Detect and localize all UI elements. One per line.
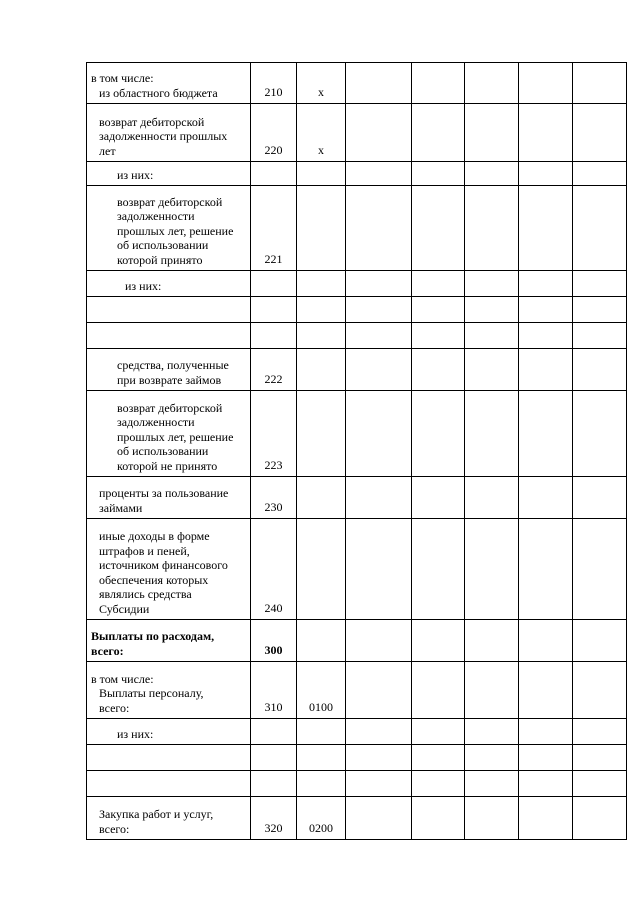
row-classification-cell [297, 719, 346, 745]
row-classification-cell: х [297, 104, 346, 162]
amount-cell [346, 745, 412, 771]
row-classification-cell: х [297, 63, 346, 104]
table-row [87, 745, 627, 771]
amount-cell [519, 391, 573, 477]
table-row [87, 719, 627, 745]
row-classification-cell: 0100 [297, 662, 346, 719]
amount-cell [573, 391, 627, 477]
row-label-cell [87, 349, 251, 391]
amount-cell [519, 349, 573, 391]
row-classification-cell [297, 349, 346, 391]
row-label-line: Закупка работ и услуг, [99, 807, 214, 821]
amount-cell [519, 477, 573, 519]
table-row [87, 771, 627, 797]
amount-cell [346, 297, 412, 323]
amount-cell [465, 297, 519, 323]
amount-cell [412, 719, 465, 745]
amount-cell [412, 620, 465, 662]
amount-cell [412, 391, 465, 477]
row-label-line: из них: [117, 726, 154, 741]
row-code-cell: 222 [251, 349, 297, 391]
table-row [87, 104, 627, 162]
amount-cell [573, 186, 627, 271]
amount-cell [465, 104, 519, 162]
row-label-line: Выплаты персоналу, [99, 686, 204, 700]
amount-cell [346, 477, 412, 519]
row-code-cell [251, 297, 297, 323]
row-code-cell: 220 [251, 104, 297, 162]
amount-cell [465, 662, 519, 719]
row-classification-cell [297, 271, 346, 297]
row-label-line: займами [99, 500, 143, 515]
amount-cell [346, 797, 412, 840]
row-label-line: возврат дебиторской [117, 194, 223, 209]
row-label-cell [87, 771, 251, 797]
amount-cell [412, 771, 465, 797]
row-label-line: средства, полученные [117, 358, 229, 372]
amount-cell [412, 186, 465, 271]
amount-cell [519, 323, 573, 349]
amount-cell [346, 271, 412, 297]
amount-cell [412, 745, 465, 771]
amount-cell [465, 719, 519, 745]
amount-cell [465, 745, 519, 771]
amount-cell [412, 162, 465, 186]
table-row [87, 620, 627, 662]
amount-cell [519, 797, 573, 840]
amount-cell [573, 63, 627, 104]
amount-cell [412, 797, 465, 840]
row-label-line: из них: [125, 278, 162, 293]
row-label-line: об использовании [117, 238, 209, 252]
amount-cell [412, 519, 465, 620]
row-code-cell: 223 [251, 391, 297, 477]
amount-cell [346, 391, 412, 477]
row-label-cell [87, 162, 251, 186]
row-label-line: задолженности [117, 209, 195, 223]
row-label-cell [87, 745, 251, 771]
amount-cell [573, 104, 627, 162]
amount-cell [346, 162, 412, 186]
table-row [87, 662, 627, 719]
row-label-line: Выплаты по расходам, [91, 629, 215, 643]
amount-cell [519, 63, 573, 104]
amount-cell [573, 620, 627, 662]
row-code-cell [251, 323, 297, 349]
table-row [87, 271, 627, 297]
amount-cell [346, 186, 412, 271]
row-code-cell [251, 745, 297, 771]
amount-cell [519, 745, 573, 771]
amount-cell [519, 519, 573, 620]
row-classification-cell [297, 620, 346, 662]
row-classification-cell [297, 162, 346, 186]
row-label-cell [87, 662, 251, 719]
amount-cell [465, 323, 519, 349]
row-code-cell: 230 [251, 477, 297, 519]
row-label-line: источником финансового [99, 558, 228, 572]
amount-cell [573, 719, 627, 745]
amount-cell [573, 349, 627, 391]
amount-cell [346, 771, 412, 797]
row-label-line: прошлых лет, решение [117, 223, 234, 238]
amount-cell [573, 797, 627, 840]
amount-cell [412, 349, 465, 391]
row-code-cell [251, 719, 297, 745]
row-label-cell [87, 63, 251, 104]
amount-cell [465, 620, 519, 662]
row-classification-cell [297, 519, 346, 620]
row-classification-cell [297, 477, 346, 519]
table-row [87, 297, 627, 323]
amount-cell [346, 104, 412, 162]
budget-table [86, 62, 627, 840]
row-label-cell [87, 477, 251, 519]
row-label-cell [87, 519, 251, 620]
row-code-cell: 221 [251, 186, 297, 271]
row-label-cell [87, 719, 251, 745]
amount-cell [519, 297, 573, 323]
row-code-cell [251, 162, 297, 186]
amount-cell [573, 745, 627, 771]
amount-cell [573, 162, 627, 186]
amount-cell [519, 662, 573, 719]
table-row [87, 391, 627, 477]
amount-cell [519, 620, 573, 662]
amount-cell [412, 104, 465, 162]
row-label-line: иные доходы в форме [99, 529, 210, 543]
row-label-cell [87, 104, 251, 162]
amount-cell [465, 391, 519, 477]
row-label-cell [87, 797, 251, 840]
amount-cell [346, 349, 412, 391]
row-code-cell [251, 771, 297, 797]
row-label-line: всего: [99, 821, 130, 836]
amount-cell [465, 162, 519, 186]
row-label-line: Субсидии [99, 601, 150, 616]
row-label-line: из областного бюджета [99, 85, 218, 100]
amount-cell [412, 271, 465, 297]
row-label-line: являлись средства [99, 587, 192, 601]
amount-cell [519, 719, 573, 745]
amount-cell [465, 271, 519, 297]
amount-cell [346, 662, 412, 719]
row-classification-cell: 0200 [297, 797, 346, 840]
amount-cell [346, 519, 412, 620]
row-label-line: всего: [91, 643, 124, 658]
row-classification-cell [297, 771, 346, 797]
amount-cell [346, 323, 412, 349]
row-label-line: в том числе: [91, 71, 154, 85]
amount-cell [573, 662, 627, 719]
amount-cell [519, 271, 573, 297]
row-label-line: которой принято [117, 252, 203, 267]
row-code-cell: 210 [251, 63, 297, 104]
table-row [87, 797, 627, 840]
row-label-line: лет [99, 143, 116, 158]
row-code-cell [251, 271, 297, 297]
amount-cell [519, 104, 573, 162]
table-row [87, 323, 627, 349]
row-label-line: из них: [117, 167, 154, 182]
amount-cell [465, 477, 519, 519]
table-row [87, 162, 627, 186]
row-label-line: которой не принято [117, 458, 218, 473]
amount-cell [465, 797, 519, 840]
amount-cell [412, 63, 465, 104]
row-label-line: при возврате займов [117, 372, 222, 387]
row-classification-cell [297, 391, 346, 477]
table-row [87, 477, 627, 519]
amount-cell [573, 477, 627, 519]
row-classification-cell [297, 186, 346, 271]
row-label-cell [87, 271, 251, 297]
amount-cell [346, 63, 412, 104]
table-row [87, 519, 627, 620]
row-label-line: возврат дебиторской [99, 114, 205, 129]
row-label-line: задолженности прошлых [99, 129, 228, 143]
amount-cell [465, 519, 519, 620]
amount-cell [346, 620, 412, 662]
row-label-line: проценты за пользование [99, 486, 229, 500]
row-label-cell [87, 186, 251, 271]
row-label-line: штрафов и пеней, [99, 543, 190, 558]
row-code-cell: 300 [251, 620, 297, 662]
row-classification-cell [297, 323, 346, 349]
amount-cell [412, 297, 465, 323]
row-label-line: прошлых лет, решение [117, 429, 234, 444]
amount-cell [573, 323, 627, 349]
row-label-cell [87, 620, 251, 662]
row-label-line: об использовании [117, 444, 209, 458]
row-label-cell [87, 323, 251, 349]
amount-cell [346, 719, 412, 745]
row-label-line: обеспечения которых [99, 572, 209, 587]
table-row [87, 186, 627, 271]
table-row [87, 349, 627, 391]
row-label-line: в том числе: [91, 671, 154, 686]
amount-cell [573, 271, 627, 297]
amount-cell [412, 662, 465, 719]
row-code-cell: 310 [251, 662, 297, 719]
row-label-cell [87, 391, 251, 477]
amount-cell [465, 186, 519, 271]
amount-cell [412, 323, 465, 349]
amount-cell [412, 477, 465, 519]
amount-cell [573, 771, 627, 797]
amount-cell [519, 771, 573, 797]
row-label-line: всего: [99, 700, 130, 715]
amount-cell [519, 186, 573, 271]
row-label-line: задолженности [117, 415, 195, 429]
row-label-cell [87, 297, 251, 323]
amount-cell [465, 349, 519, 391]
row-label-line: возврат дебиторской [117, 400, 223, 415]
row-classification-cell [297, 297, 346, 323]
row-classification-cell [297, 745, 346, 771]
row-code-cell: 320 [251, 797, 297, 840]
amount-cell [465, 63, 519, 104]
amount-cell [465, 771, 519, 797]
amount-cell [573, 297, 627, 323]
amount-cell [519, 162, 573, 186]
table-row [87, 63, 627, 104]
row-code-cell: 240 [251, 519, 297, 620]
amount-cell [573, 519, 627, 620]
